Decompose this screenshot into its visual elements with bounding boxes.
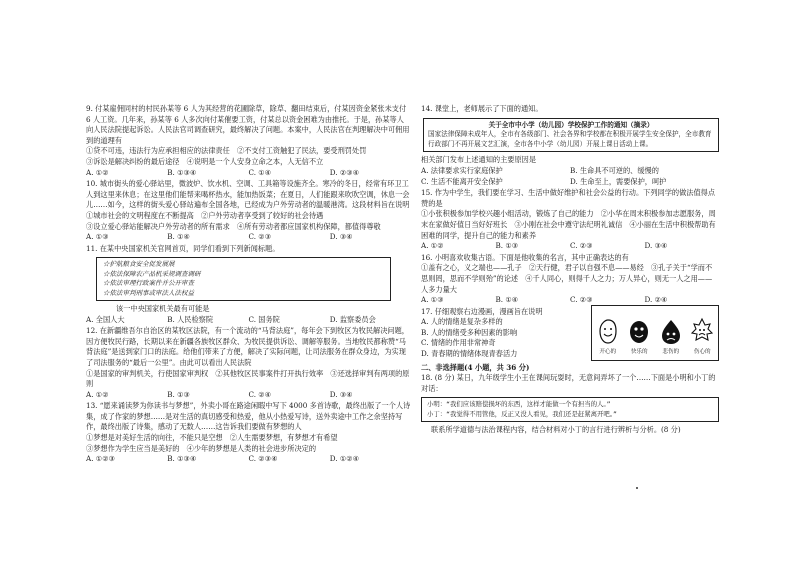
option-d[interactable]: D. ③④ xyxy=(329,389,353,399)
dialogue-box xyxy=(421,397,719,422)
option-c[interactable]: C. 情绪的作用非常神奇 xyxy=(421,338,496,348)
question-11-stem: 11. 在某中央国家机关官网首页，同学们看到下列新闻标题。 xyxy=(86,243,280,253)
question-18-stem: 18. (8 分) 某日，九年级学生小王在课间玩耍时，无意间弄坏了一个……下面是小明和小丁的对话： xyxy=(421,373,716,393)
option-a[interactable]: A. ①② xyxy=(86,167,109,177)
question-16-stem: 16. 小明喜欢收集古语。下面是他收集的名言，其中正确表达的有 xyxy=(421,252,629,262)
question-13-options xyxy=(86,454,411,465)
emotion-label: 伤心的 xyxy=(693,349,711,356)
scan-speck xyxy=(636,487,638,489)
question-12-statement-1: ①是国家的审判机关，行使国家审判权 ②其他牧区民事案件打开执行效率 ③还选择审判有两项的原则 xyxy=(86,368,410,389)
question-14 xyxy=(421,104,719,187)
question-14-stem: 14. 课堂上，老师展示了下面的通知。 xyxy=(421,104,543,113)
question-18 xyxy=(421,373,719,436)
option-a[interactable]: A. 人的情绪是复杂多样的 xyxy=(421,317,503,327)
left-column xyxy=(86,104,411,466)
news-title: ☆依法审理行政案件并公开审查 xyxy=(103,279,194,288)
option-b[interactable]: B. ①④ xyxy=(167,232,190,242)
question-17-stem: 17. 仔细观察右边漫画，漫画旨在说明 xyxy=(421,306,543,316)
question-13-stem: 13. “愿来诵读梦为你读书与梦想”，外卖小哥在路途闲暇中写下 4000 多首诗歌，最终出版了一个人诗集，成了作家的梦想……是对生活的真切感受和热爱，他从小热爱写诗，送外卖途中工作之余坚持写作，最终出版了诗集，感动了无数人……这告诉我们要做有梦想的人 xyxy=(86,401,411,432)
option-a[interactable]: A. ①② xyxy=(421,241,444,251)
option-d[interactable]: D. 生命至上，需要保护，呵护 xyxy=(570,176,667,186)
option-b[interactable]: B. ①③ xyxy=(495,241,519,251)
option-d[interactable]: D. ②④ xyxy=(644,295,668,305)
news-title: ☆护航粮食安全促发展展 xyxy=(103,260,175,269)
question-16 xyxy=(421,253,719,306)
upset-face-icon xyxy=(690,317,714,347)
question-11 xyxy=(86,244,411,325)
option-a[interactable]: A. ①② xyxy=(86,389,109,399)
emotion-figure xyxy=(690,317,714,358)
question-9-statement-2: ③诉讼是解决纠纷的最后途径 ④说明是一个人安身立命之本，人无信不立 xyxy=(86,156,324,166)
joyful-face-icon xyxy=(627,317,651,347)
emotion-label: 开心的 xyxy=(599,349,617,356)
question-10-statement-4: ③设立爱心驿站能解决户外劳动者的所有需求 ④所有劳动者都应国家机构保障，都值得尊敬 xyxy=(86,221,381,231)
option-b[interactable]: B. ①④ xyxy=(495,295,519,305)
option-b[interactable]: B. ①③ xyxy=(167,389,190,399)
option-d[interactable]: D. ①②④ xyxy=(329,454,360,464)
option-d[interactable]: D. 青春期的情绪体现青春活力 xyxy=(421,349,518,359)
emotion-label: 悲伤的 xyxy=(662,349,680,356)
option-b[interactable]: B. ①③④ xyxy=(167,454,197,464)
sad-face-icon xyxy=(659,317,683,347)
emotion-figure xyxy=(596,317,620,358)
option-b[interactable]: B. 人民检察院 xyxy=(167,314,214,324)
option-a[interactable]: A. 全国人大 xyxy=(86,314,125,324)
question-10 xyxy=(86,179,411,243)
question-10-stem: 10. 城市街头的爱心驿站里，微波炉、饮水机、空调、工具箱等设施齐全。寒冷的冬日，经常有环卫工人到这里来休息；在这里他们能帮来喝杯热水，能加热饭菜；在夏日，人们能跟来吹吹空调，休息一会儿……如今，这样的街头爱心驿站遍布全国各地，已经成为户外劳动者的温暖港湾。这段材料旨在说明 xyxy=(86,179,410,210)
option-c[interactable]: C. 国务院 xyxy=(248,314,280,324)
question-9-options xyxy=(86,168,411,179)
question-17 xyxy=(421,307,719,360)
question-9-statement-1: ①贷不可违，违法行为应承担相应的法律责任 ②不支付工资触犯了民法，要受刑罚处罚 xyxy=(86,146,367,156)
option-c[interactable]: C. ②③ xyxy=(570,295,593,305)
question-9-stem: 9. 付某雇佣同村的村民孙某等 6 人为其经营的花圃除草，除草、翻田结束后，付某因资金紧张未支付 6 人工资。几年来，孙某等 6 人多次向付某催要工资，付某总以资金困难为由推托。于是，孙某等人向人民法院提起诉讼。人民法官司调查研究，最终解决了问题。本案中，人民法官在判理解决中可佣用到的道理有 xyxy=(86,104,410,145)
question-15-options xyxy=(421,241,719,252)
question-15 xyxy=(421,188,719,252)
option-c[interactable]: C. 生活不能离开安全保护 xyxy=(421,176,503,186)
option-c[interactable]: C. ②④ xyxy=(248,389,272,399)
question-12 xyxy=(86,326,411,400)
question-13 xyxy=(86,401,411,465)
right-column xyxy=(421,104,719,437)
notice-box xyxy=(423,118,719,153)
option-c[interactable]: C. ②③ xyxy=(570,241,593,251)
question-18-task: 联系所学道德与法治课程内容，结合材料对小丁的言行进行辨析与分析。(8 分) xyxy=(431,425,681,435)
question-12-stem: 12. 在新疆维吾尔自治区的某牧区法院，有一个流动的“马背法庭”，每年会下到牧区为牧民解决问题，因方便牧民行路，长期以来在新疆各族牧区群众、为牧民提供诉讼、调解等服务。当地牧民都称赞“马背法庭”是送到家门口的法庭。给他们带来了方便，解决了实际问题，让司法服务在群众身边，为实现了司法服务的“最后一公里”。由此可以看出人民法院 xyxy=(86,326,409,367)
dialogue-line: 小明：“我们应该赔偿损坏的东西，这样才能做一个有担当的人。” xyxy=(427,400,611,409)
happy-face-icon xyxy=(596,317,620,347)
question-10-statement-1: ①城市社会的文明程度在不断提高 ②户外劳动者享受到了较好的社会待遇 xyxy=(86,210,324,220)
option-d[interactable]: D. ③④ xyxy=(644,241,668,251)
question-13-statement-3: ③梦想作为学生应当是美好的 ④少年的梦想是人类的社会进步所决定的 xyxy=(86,443,317,453)
option-c[interactable]: C. ②③④ xyxy=(248,454,278,464)
news-title: ☆依法审判刑事或审法人法权益 xyxy=(103,288,194,297)
dialogue-line: 小丁：“我觉得不用管他，反正又没人看见，我们还是赶紧离开吧。” xyxy=(427,409,617,418)
option-c[interactable]: C. ①④ xyxy=(248,167,272,177)
question-13-statement-1: ①梦想是对美好生活的向往，不能只是空想 ②人生需要梦想，有梦想才有希望 xyxy=(86,433,338,443)
emotion-figure xyxy=(627,317,651,358)
emotion-label: 快乐的 xyxy=(630,349,648,356)
option-d[interactable]: D. 监察委员会 xyxy=(329,314,376,324)
question-11-options xyxy=(86,315,411,326)
question-12-options xyxy=(86,390,411,401)
news-titles-box xyxy=(96,257,391,301)
option-b[interactable]: B. 生命具不可逆的、缓慢的 xyxy=(570,165,659,175)
news-title: ☆依法保障农产品机采规调查调研 xyxy=(103,269,201,278)
option-b[interactable]: B. ①③④ xyxy=(167,167,197,177)
question-14-options xyxy=(421,166,719,187)
notice-title: 关于全市中小学（幼儿园）学校保护工作的通知（摘录） xyxy=(488,120,654,129)
question-15-stem: 15. 作为中学生，我们要在学习、生活中做好维护和社会公益的行动。下列同学的做法值得点赞的是 xyxy=(421,188,716,208)
question-15-statement-1: ①小张积极参加学校兴趣小组活动，锻炼了自己的能力 ②小华在周末积极参加志愿服务，周末在家做好值日当好好班长 ③小刚在社会中遵守法纪明礼诚信 ④小丽在生活中积极帮助有困难的同学，提升自己的能力和素养 xyxy=(421,209,716,240)
emotion-cartoon xyxy=(591,305,719,361)
option-c[interactable]: C. ②③ xyxy=(248,232,272,242)
option-a[interactable]: A. ①②③ xyxy=(86,454,116,464)
question-16-statement-1: ①盖有之心，义之端也——孔子 ②天行健，君子以自强不息——易经 ③孔子关于“学而不思则罔，思而不学则殆”的论述 ④千人同心，则得千人之力；万人异心，则无一人之用——人多力量大 xyxy=(421,263,713,294)
question-11-prompt: 该一中央国家机关最有可能是 xyxy=(116,303,210,313)
section-2-heading: 二、非选择题(4 小题，共 36 分) xyxy=(421,362,530,372)
option-b[interactable]: B. 人的情绪受多种因素的影响 xyxy=(421,327,518,337)
option-a[interactable]: A. ①③ xyxy=(86,232,109,242)
question-9 xyxy=(86,104,411,178)
emotion-figure xyxy=(659,317,683,358)
notice-body: 国家法律保障未成年人，全市有各级部门、社会各界和学校都在积极开展学生安全保护，全市教育行政部门不再开展文艺汇演，全市各中小学（幼儿园）开展上课日活动上课。 xyxy=(428,130,712,148)
option-d[interactable]: D. ③④ xyxy=(329,232,353,242)
option-a[interactable]: A. 法律要求实行家庭保护 xyxy=(421,165,503,175)
option-d[interactable]: D. ②③④ xyxy=(329,167,360,177)
question-14-prompt: 相关部门发布上述通知的主要原因是 xyxy=(421,155,537,165)
question-10-options xyxy=(86,232,411,243)
option-a[interactable]: A. ①③ xyxy=(421,295,444,305)
